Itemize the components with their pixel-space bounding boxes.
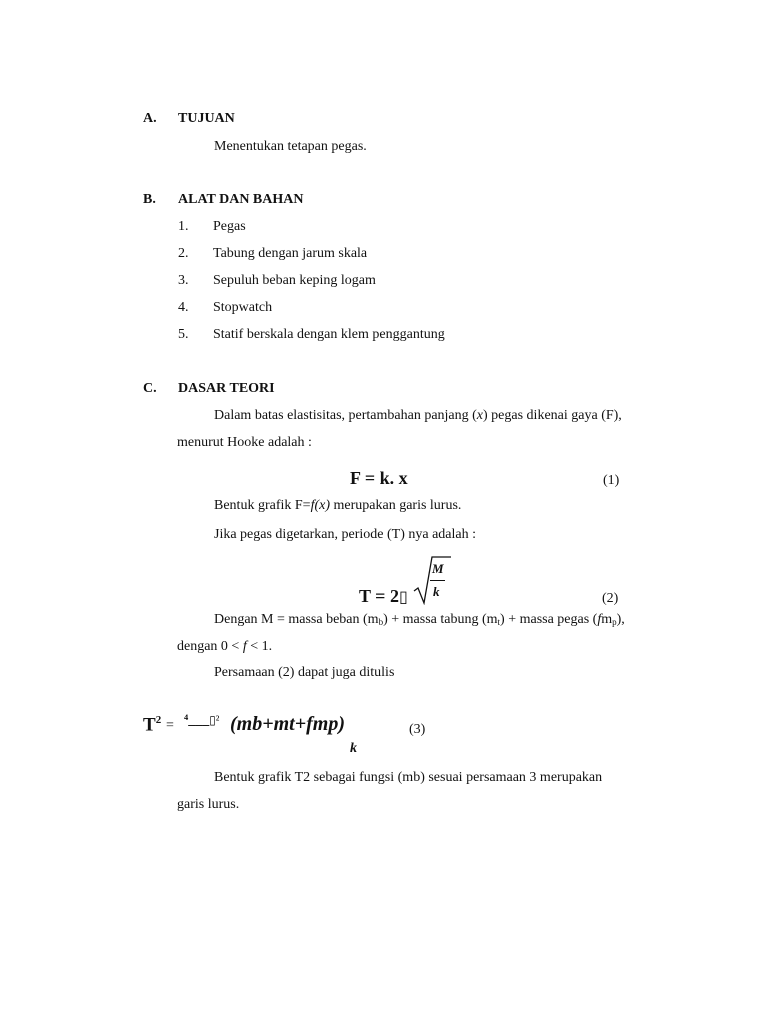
- equation-number-2: (2): [602, 591, 619, 606]
- equation-hooke: F = k. x: [350, 468, 408, 488]
- paragraph-graph-t2-line2: garis lurus.: [177, 797, 240, 812]
- section-c-title: DASAR TEORI: [178, 381, 275, 396]
- paragraph-rewrite: Persamaan (2) dapat juga ditulis: [214, 665, 395, 680]
- list-item-number: 3.: [178, 273, 189, 288]
- section-a-body: Menentukan tetapan pegas.: [214, 139, 367, 154]
- list-item-number: 1.: [178, 219, 189, 234]
- equation-number-1: (1): [603, 473, 620, 488]
- list-item: Tabung dengan jarum skala: [213, 246, 368, 261]
- paragraph-hooke-line2: menurut Hooke adalah :: [177, 435, 312, 450]
- equation-3-expression: (mb+mt+fmp): [230, 713, 345, 735]
- section-b-letter: B.: [143, 192, 156, 207]
- paragraph-graph-t2-line1: Bentuk grafik T2 sebagai fungsi (mb) sesuai persamaan 3 merupakan: [214, 770, 603, 785]
- equation-number-3: (3): [409, 722, 426, 737]
- list-item-number: 2.: [178, 246, 189, 261]
- section-a-title: TUJUAN: [178, 111, 235, 126]
- list-item: Sepuluh beban keping logam: [213, 273, 376, 288]
- equation-3-equals: =: [166, 718, 174, 733]
- equation-period-denominator: k: [433, 584, 440, 599]
- equation-3-fragment: ⁴___▯²: [184, 713, 220, 728]
- paragraph-mass-definition: Dengan M = massa beban $(m_b)$ + massa tabung $(m_t)$ + massa pegas $(fm_p)$,: [214, 612, 625, 627]
- list-item: Stopwatch: [213, 300, 273, 315]
- equation-period-left: T = 2▯: [359, 586, 408, 606]
- equation-3-lhs: $T^2$: [143, 714, 162, 736]
- equation-period-numerator: M: [432, 561, 444, 576]
- paragraph-period: Jika pegas digetarkan, periode (T) nya adalah :: [214, 527, 477, 542]
- section-c-letter: C.: [143, 381, 157, 396]
- list-item-number: 5.: [178, 327, 189, 342]
- list-item-number: 4.: [178, 300, 189, 315]
- section-a-letter: A.: [143, 111, 157, 126]
- paragraph-hooke-line1: Dalam batas elastisitas, pertambahan panjang (x) pegas dikenai gaya (F),: [214, 408, 622, 423]
- equation-3-denominator: k: [350, 741, 357, 756]
- fraction-bar: [430, 580, 445, 581]
- list-item: Statif berskala dengan klem penggantung: [213, 327, 445, 342]
- list-item: Pegas: [213, 219, 246, 234]
- paragraph-graph-f: Bentuk grafik F=f(x) merupakan garis lurus.: [214, 498, 462, 513]
- paragraph-f-range: dengan 0 < f < 1.: [177, 639, 273, 654]
- section-b-title: ALAT DAN BAHAN: [178, 192, 304, 207]
